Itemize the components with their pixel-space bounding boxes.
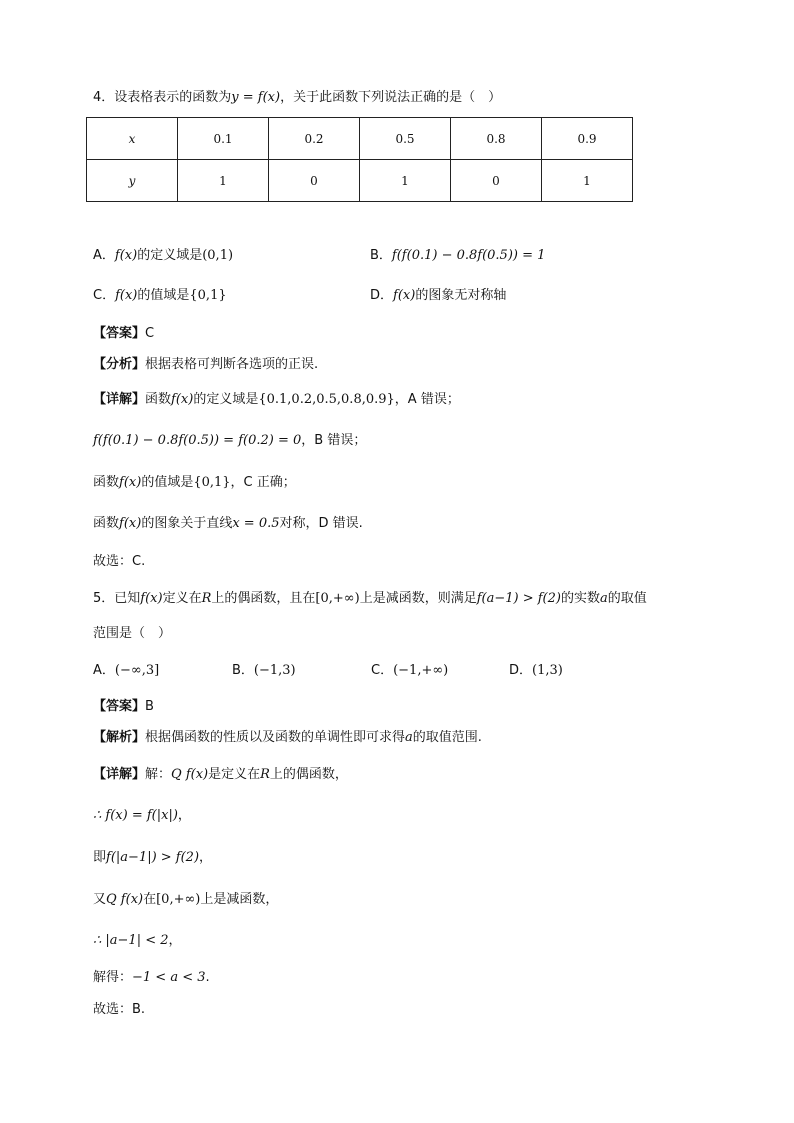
detail-text: ， (168, 933, 182, 948)
option-c-math: (−1,+∞) (393, 663, 449, 678)
table-cell-x-2: 0.2 (269, 118, 360, 160)
q4-option-d (370, 286, 506, 306)
option-c-label: C． (93, 288, 116, 303)
detail-text: 即 (93, 850, 107, 865)
analysis-tag: 【解析】 (93, 730, 146, 745)
stem-text: 范围是（ ） (93, 626, 172, 641)
detail-text: 函数 (145, 392, 172, 407)
detail-text: 解： (145, 767, 172, 782)
choose-text: 故选：C. (93, 554, 146, 569)
detail-math: {0.1,0.2,0.5,0.8,0.9} (258, 392, 395, 407)
option-a-text: 的定义域是 (137, 248, 203, 263)
option-d-label: D． (370, 288, 394, 303)
detail-math: Q f(x) (171, 767, 209, 782)
table-cell-x-5: 0.9 (542, 118, 633, 160)
q5-choose (93, 1000, 145, 1020)
option-d-math: f(x) (393, 288, 416, 303)
table-cell-y-3: 1 (360, 160, 451, 202)
q4-stem (93, 88, 501, 108)
stem-math: R (201, 591, 212, 606)
option-c-math: f(x) (115, 288, 138, 303)
option-b-math: f(f(0.1) − 0.8f(0.5)) = 1 (391, 248, 546, 263)
q4-detail-2 (93, 431, 366, 451)
option-b-label: B． (370, 248, 392, 263)
q4-option-a (93, 246, 233, 266)
stem-text: 的实数 (560, 591, 600, 606)
table-cell-y-5: 1 (542, 160, 633, 202)
q4-option-c (93, 286, 227, 306)
analysis-text: 的取值范围. (412, 730, 482, 745)
detail-text: . (205, 970, 210, 985)
table-cell-y-1: 1 (178, 160, 269, 202)
q5-option-d (509, 661, 563, 681)
detail-math: x = 0.5 (232, 516, 280, 531)
q5-option-b (232, 661, 296, 681)
analysis-math: a (405, 730, 413, 745)
table-cell-x-1: 0.1 (178, 118, 269, 160)
detail-text: 上的偶函数， (269, 767, 348, 782)
detail-math: ∴ |a−1| < 2 (93, 933, 169, 948)
q5-analysis (93, 728, 482, 748)
detail-tag: 【详解】 (93, 392, 146, 407)
q5-detail-6 (93, 968, 210, 988)
q4-stem-prefix: 4．设表格表示的函数为 (93, 90, 232, 105)
detail-math: Q f(x) (106, 892, 144, 907)
analysis-text: 根据表格可判断各选项的正误. (145, 357, 319, 372)
detail-text: 在 (143, 892, 157, 907)
table-cell-x-3: 0.5 (360, 118, 451, 160)
detail-tag: 【详解】 (93, 767, 146, 782)
q5-detail-3 (93, 848, 212, 868)
detail-math: f(f(0.1) − 0.8f(0.5)) = f(0.2) = 0 (93, 433, 302, 448)
option-d-math: (1,3) (532, 663, 563, 678)
q4-value-table (86, 117, 633, 202)
detail-text: 的图象关于直线 (141, 516, 233, 531)
q5-detail-5 (93, 931, 182, 951)
detail-text: 解得： (93, 970, 133, 985)
detail-text: ，A 错误； (394, 392, 460, 407)
detail-math: −1 < a < 3 (132, 970, 206, 985)
q4-detail-1 (93, 390, 460, 410)
choose-text: 故选：B. (93, 1002, 146, 1017)
option-a-math: (−∞,3] (114, 663, 160, 678)
detail-text: ， (199, 850, 213, 865)
detail-text: 函数 (93, 475, 120, 490)
stem-math: f(x) (140, 591, 163, 606)
answer-value: B (145, 699, 154, 714)
q4-detail-3 (93, 473, 296, 493)
analysis-tag: 【分析】 (93, 357, 146, 372)
table-header-x: x (87, 118, 178, 160)
table-cell-y-2: 0 (269, 160, 360, 202)
detail-text: 对称，D 错误. (279, 516, 363, 531)
option-c-math2: {0,1} (189, 288, 227, 303)
q5-answer (93, 697, 154, 717)
detail-math: f(x) (171, 392, 194, 407)
table-cell-y-4: 0 (451, 160, 542, 202)
detail-text: 的值域是 (141, 475, 194, 490)
table-cell-x-4: 0.8 (451, 118, 542, 160)
option-a-label: A． (93, 663, 115, 678)
detail-text: ， (177, 808, 191, 823)
option-d-text: 的图象无对称轴 (415, 288, 507, 303)
detail-text: 是定义在 (208, 767, 261, 782)
q5-stem-line-1 (93, 589, 647, 609)
q4-stem-suffix: ，关于此函数下列说法正确的是（ ） (280, 90, 502, 105)
answer-tag: 【答案】 (93, 699, 146, 714)
stem-text: 5．已知 (93, 591, 141, 606)
q4-detail-4 (93, 514, 363, 534)
option-b-math: (−1,3) (253, 663, 296, 678)
stem-text: 定义在 (162, 591, 202, 606)
table-row-y (87, 160, 633, 202)
option-a-math2: (0,1) (202, 248, 234, 263)
detail-text: ，C 正确； (230, 475, 296, 490)
option-c-label: C． (371, 663, 394, 678)
detail-math: ∴ f(x) = f(|x|) (93, 808, 178, 823)
q5-detail-2 (93, 806, 191, 826)
detail-math: f(x) (119, 516, 142, 531)
stem-math: a (599, 591, 608, 606)
detail-math: {0,1} (193, 475, 231, 490)
q5-detail-1 (93, 765, 348, 785)
detail-text: 上是减函数， (200, 892, 279, 907)
detail-math: R (260, 767, 270, 782)
detail-math: [0,+∞) (156, 892, 201, 907)
q5-detail-4 (93, 890, 278, 910)
detail-math: f(|a−1|) > f(2) (106, 850, 200, 865)
detail-text: 又 (93, 892, 107, 907)
stem-math: [0,+∞) (315, 591, 360, 606)
stem-math: f(a−1) > f(2) (476, 591, 561, 606)
option-d-label: D． (509, 663, 533, 678)
q5-stem-line-2 (93, 624, 171, 644)
q5-option-c (371, 661, 448, 681)
q4-choose (93, 552, 145, 572)
detail-text: ，B 错误； (301, 433, 367, 448)
answer-value: C (145, 326, 155, 341)
answer-tag: 【答案】 (93, 326, 146, 341)
detail-text: 函数 (93, 516, 120, 531)
option-a-math: f(x) (114, 248, 138, 263)
stem-text: 上的偶函数，且在 (211, 591, 316, 606)
analysis-text: 根据偶函数的性质以及函数的单调性即可求得 (145, 730, 406, 745)
option-a-label: A． (93, 248, 115, 263)
q4-option-b (370, 246, 545, 266)
q4-analysis (93, 355, 318, 375)
q5-option-a (93, 661, 159, 681)
table-row-x (87, 118, 633, 160)
option-b-label: B． (232, 663, 254, 678)
q4-answer (93, 324, 154, 344)
detail-text: 的定义域是 (193, 392, 259, 407)
stem-text: 上是减函数，则满足 (359, 591, 477, 606)
stem-text: 的取值 (607, 591, 647, 606)
option-c-text: 的值域是 (137, 288, 190, 303)
table-header-y: y (87, 160, 178, 202)
detail-math: f(x) (119, 475, 142, 490)
q4-stem-math: y = f(x) (231, 90, 281, 105)
